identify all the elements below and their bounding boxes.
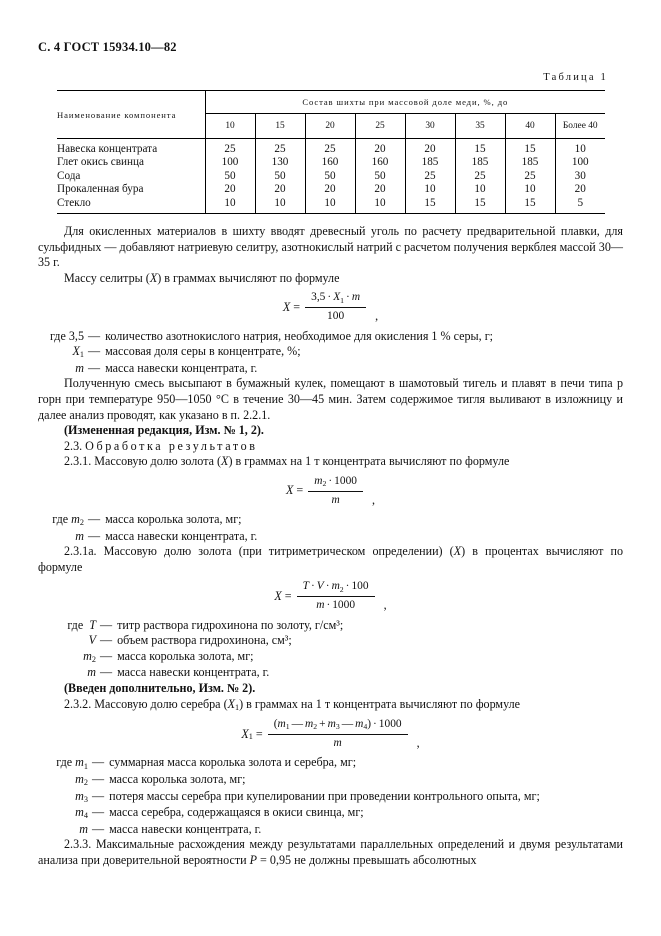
subscript: 3 xyxy=(335,722,340,732)
term-m: m xyxy=(351,291,361,304)
fraction-numerator xyxy=(305,290,366,308)
paren-close: ) xyxy=(367,718,371,731)
definition-lead xyxy=(38,529,84,545)
definition-dash: — xyxy=(88,512,101,527)
operator-plus: + xyxy=(319,718,326,731)
term-constant: 1000 xyxy=(378,718,402,731)
paragraph-oxidized-materials: Для окисленных материалов в шихту вводят древесный уголь по расчету предварительной плавки, для сульфидных — добавляют натриевую селитру, азотнокислый натрий с расчетом получения веркблея массой 30—35 г. xyxy=(38,224,623,270)
definition-dash: — xyxy=(100,633,113,648)
subscript: 2 xyxy=(79,518,84,528)
term-constant: 100 xyxy=(351,580,369,593)
table-row-label: Стекло xyxy=(57,197,205,214)
subscript: 3 xyxy=(83,794,88,804)
term-m3: m xyxy=(327,718,336,731)
paragraph-saltpeter-mass xyxy=(38,271,623,287)
definition-item xyxy=(38,618,623,634)
term-m: m xyxy=(316,599,325,612)
table-cell: 10 xyxy=(405,183,455,196)
text-fragment: ) в граммах на 1 т концентрата вычисляют по формуле xyxy=(239,696,521,711)
definition-dash: — xyxy=(88,328,101,343)
subscript: 1 xyxy=(234,702,240,712)
definition-item xyxy=(38,361,623,377)
definition-symbol: m xyxy=(75,788,84,803)
formula-lhs: X xyxy=(274,588,282,603)
table-cell: 20 xyxy=(255,183,305,196)
table-element xyxy=(57,90,605,214)
running-head: С. 4 ГОСТ 15934.10—82 xyxy=(38,40,177,54)
table-cell: 15 xyxy=(455,197,505,214)
table-row-label: Навеска концентрата xyxy=(57,143,158,155)
table-row xyxy=(57,197,605,214)
text-fragment: ) в процентах вычисляют по формуле xyxy=(38,544,624,574)
multiplication-dot: · xyxy=(325,580,330,593)
definition-item xyxy=(38,755,623,772)
paren-open: ( xyxy=(273,718,278,731)
fraction-denominator: 100 xyxy=(327,309,345,322)
definition-text: масса серебра, содержащаяся в окиси свинца, мг; xyxy=(109,805,364,820)
multiplication-dot: · xyxy=(327,291,332,304)
definition-lead xyxy=(38,755,88,772)
definition-item xyxy=(38,512,623,529)
section-number: 2.3. xyxy=(64,438,83,453)
lead-word: где xyxy=(67,617,84,632)
definition-item xyxy=(38,805,623,822)
formula-silver-mass-fraction xyxy=(38,713,623,755)
term-constant: 1000 xyxy=(332,599,356,612)
formula-lhs: X xyxy=(285,483,294,498)
definition-symbol: m xyxy=(79,821,88,836)
fraction-numerator xyxy=(268,717,408,735)
table-cell: 10 xyxy=(255,197,305,214)
table-cell: 15 xyxy=(505,197,555,214)
table-cell: 100 xyxy=(205,156,255,169)
table-cell: 5 xyxy=(555,197,605,214)
definition-item xyxy=(38,772,623,789)
definition-symbol: 3,5 xyxy=(68,328,84,343)
definition-symbol: X xyxy=(72,344,80,359)
definition-symbol: m xyxy=(75,528,84,543)
table-cell: 20 xyxy=(305,183,355,196)
definition-dash: — xyxy=(92,788,105,803)
table-row xyxy=(57,183,605,196)
table-cell: 20 xyxy=(355,139,405,157)
definition-text: масса навески концентрата, г. xyxy=(117,665,270,680)
definition-item xyxy=(38,789,623,806)
table-header-span: Состав шихты при массовой доле меди, %, до xyxy=(205,91,605,114)
multiplication-dot: · xyxy=(346,291,350,304)
definition-dash: — xyxy=(92,805,105,820)
definition-dash: — xyxy=(100,617,113,632)
definition-lead xyxy=(38,789,88,806)
text-fragment: 2.3.3. Максимальные расхождения между результатами параллельных определений и двумя результатами анализа при доверительной вероятности xyxy=(38,837,623,867)
formula-equals: = xyxy=(293,299,301,314)
definition-text: объем раствора гидрохинона, см³; xyxy=(117,633,292,648)
definition-lead xyxy=(38,329,84,345)
table-row-label: Прокаленная бура xyxy=(57,183,144,196)
definition-symbol: V xyxy=(88,633,96,648)
table-cell: 10 xyxy=(305,197,355,214)
subscript: 2 xyxy=(91,655,96,665)
formula-equals: = xyxy=(296,483,304,498)
definition-item xyxy=(38,344,623,361)
table-row xyxy=(57,139,605,157)
definition-text: суммарная масса королька золота и серебра, мг; xyxy=(109,755,357,770)
definition-text: массовая доля серы в концентрате, %; xyxy=(105,344,301,359)
fraction-numerator xyxy=(308,474,363,492)
definition-item xyxy=(38,329,623,345)
table-cell: 160 xyxy=(305,156,355,169)
definition-text: масса королька золота, мг; xyxy=(109,772,246,786)
table-row xyxy=(57,156,605,169)
definition-symbol: m xyxy=(75,805,84,820)
definition-item xyxy=(38,665,623,681)
paragraph-mixture-melting: Полученную смесь высыпают в бумажный кулек, помещают в шамотовый тигель и плавят в печи типа р горн при температуре 950—1050 °С в течение 30—45 мин. Затем содержимое тигля выливают в изложницу и далее анализ проводят, как указано в п. 2.2.1. xyxy=(38,376,623,422)
table-cell: 25 xyxy=(505,170,555,183)
term-x1: X xyxy=(333,291,341,304)
fraction xyxy=(305,290,366,324)
symbol-p: P xyxy=(249,852,258,867)
table-cell: 20 xyxy=(205,183,255,196)
table-cell: 185 xyxy=(405,156,455,169)
table-cell: 10 xyxy=(205,197,255,214)
definition-symbol: m xyxy=(83,648,92,663)
definition-item xyxy=(38,529,623,545)
text-fragment: 2.3.1. Массовую долю золота ( xyxy=(64,454,222,469)
definition-dash: — xyxy=(100,648,113,663)
formula-trailing-comma: , xyxy=(371,492,376,507)
table-col-header: 25 xyxy=(355,114,405,139)
table-cell: 20 xyxy=(555,183,605,196)
table-col-header: 10 xyxy=(205,114,255,139)
table-cell: 100 xyxy=(555,156,605,169)
fraction xyxy=(268,717,408,751)
table-cell: 25 xyxy=(205,139,255,157)
formula-lhs: X xyxy=(282,299,291,314)
definition-text: масса навески концентрата, г. xyxy=(105,528,258,543)
definition-symbol: m xyxy=(71,512,80,527)
table-caption: Таблица 1 xyxy=(543,72,608,83)
multiplication-dot: · xyxy=(345,580,350,593)
term-m2: m xyxy=(314,474,323,487)
table-header-name: Наименование компонента xyxy=(57,91,205,139)
definition-dash: — xyxy=(100,665,113,680)
table-row xyxy=(57,170,605,183)
definition-lead xyxy=(38,665,96,681)
definition-symbol: m xyxy=(75,360,84,375)
lead-word: где xyxy=(49,328,66,343)
definition-text: масса навески концентрата, г. xyxy=(109,821,262,836)
definition-dash: — xyxy=(88,344,101,359)
subscript: 1 xyxy=(248,732,253,742)
definition-lead xyxy=(38,344,84,361)
fraction xyxy=(297,579,375,613)
formula-saltpeter-mass xyxy=(38,286,623,328)
term-m4: m xyxy=(355,718,364,731)
subscript: 2 xyxy=(83,778,88,788)
table-cell: 50 xyxy=(305,170,355,183)
definition-text: масса королька золота, мг; xyxy=(105,512,242,527)
formula-equals: = xyxy=(255,726,263,741)
fraction-denominator xyxy=(297,597,375,614)
fraction-denominator: m xyxy=(333,736,342,749)
definition-text: титр раствора гидрохинона по золоту, г/см³; xyxy=(117,617,344,632)
table-cell: 185 xyxy=(505,156,555,169)
formula-gold-mass-fraction xyxy=(38,470,623,512)
definitions-titrimetric xyxy=(38,618,623,681)
subscript: 2 xyxy=(322,479,327,489)
table-cell: 50 xyxy=(255,170,305,183)
formula-trailing-comma: , xyxy=(416,735,420,750)
table-header-row-top xyxy=(57,91,605,114)
table-col-header: 15 xyxy=(255,114,305,139)
section-title: Обработка результатов xyxy=(85,438,258,453)
subscript: 2 xyxy=(313,722,318,732)
text-fragment: 2.3.1а. Массовую долю золота (при титриметрическом определении) ( xyxy=(64,544,454,559)
definitions-silver xyxy=(38,755,623,837)
table-body xyxy=(57,139,605,214)
definition-text: масса навески концентрата, г. xyxy=(105,360,258,375)
definition-lead xyxy=(38,633,96,649)
table-cell: 25 xyxy=(405,170,455,183)
fraction-numerator xyxy=(297,579,375,597)
operator-minus: — xyxy=(291,718,304,731)
fraction xyxy=(308,474,363,508)
definition-text: количество азотнокислого натрия, необходимое для окисления 1 % серы, г; xyxy=(105,328,494,343)
term-constant: 1000 xyxy=(334,474,357,487)
table-cell: 130 xyxy=(255,156,305,169)
subscript: 4 xyxy=(363,722,368,732)
definition-lead xyxy=(38,822,88,838)
charge-composition-table xyxy=(57,90,605,214)
table-cell: 20 xyxy=(405,139,455,157)
table-col-header: 35 xyxy=(455,114,505,139)
definition-item xyxy=(38,633,623,649)
table-cell: 185 xyxy=(455,156,505,169)
term-T: T xyxy=(302,580,309,593)
definitions-saltpeter xyxy=(38,329,623,377)
definition-symbol: T xyxy=(89,617,96,632)
paragraph-2-3-1 xyxy=(38,454,623,470)
symbol-x1: X xyxy=(227,696,235,711)
definition-symbol: m xyxy=(75,772,84,786)
definition-lead xyxy=(38,361,84,377)
definition-dash: — xyxy=(92,755,105,770)
definition-lead xyxy=(38,805,88,822)
table-cell: 30 xyxy=(555,170,605,183)
formula-trailing-comma: , xyxy=(375,308,379,323)
fraction-denominator: m xyxy=(331,493,340,506)
document-body xyxy=(38,224,623,869)
subscript: 2 xyxy=(339,584,344,594)
definition-lead xyxy=(38,772,88,789)
table-cell: 10 xyxy=(505,183,555,196)
definition-text: потеря массы серебра при купелировании при проведении контрольного опыта, мг; xyxy=(109,788,540,803)
symbol-x: X xyxy=(453,544,462,559)
definition-dash: — xyxy=(92,821,105,836)
table-col-header: 20 xyxy=(305,114,355,139)
table-cell: 15 xyxy=(455,139,505,157)
text-fragment: ) в граммах вычисляют по формуле xyxy=(157,270,340,285)
multiplication-dot: · xyxy=(326,599,331,612)
term-V: V xyxy=(316,580,324,593)
definition-lead xyxy=(38,649,96,666)
symbol-x: X xyxy=(221,454,229,469)
term-m2: m xyxy=(331,580,340,593)
table-cell: 25 xyxy=(455,170,505,183)
table-cell: 25 xyxy=(255,139,305,157)
table-cell: 25 xyxy=(305,139,355,157)
formula-trailing-comma: , xyxy=(383,598,387,613)
table-cell: 10 xyxy=(355,197,405,214)
term-m1: m xyxy=(277,718,286,731)
table-cell: 20 xyxy=(355,183,405,196)
table-cell: 10 xyxy=(555,139,605,157)
text-fragment: 2.3.2. Массовую долю серебра ( xyxy=(64,696,228,711)
paragraph-2-3-3 xyxy=(38,837,623,868)
definition-dash: — xyxy=(88,360,101,375)
definition-text: масса королька золота, мг; xyxy=(117,648,254,663)
definition-dash: — xyxy=(88,528,101,543)
table-cell: 50 xyxy=(355,170,405,183)
definition-item xyxy=(38,649,623,666)
subscript: 4 xyxy=(83,811,88,821)
table-cell: 10 xyxy=(455,183,505,196)
definition-symbol: m xyxy=(75,755,84,770)
definitions-gold xyxy=(38,512,623,544)
table-cell: 15 xyxy=(405,197,455,214)
formula-equals: = xyxy=(284,588,292,603)
formula-lhs: X xyxy=(241,726,249,741)
subscript: 1 xyxy=(83,761,88,771)
paragraph-2-3-1a xyxy=(38,544,623,575)
multiplication-dot: · xyxy=(328,474,333,487)
term-m2: m xyxy=(305,718,314,731)
table-col-header: 40 xyxy=(505,114,555,139)
subscript: 1 xyxy=(79,350,84,360)
definition-lead xyxy=(38,512,84,529)
table-col-header: Более 40 xyxy=(555,114,605,139)
operator-minus: — xyxy=(341,718,354,731)
subscript: 1 xyxy=(340,295,345,305)
table-cell: 160 xyxy=(355,156,405,169)
multiplication-dot: · xyxy=(311,580,315,593)
subscript: 1 xyxy=(285,722,290,732)
section-heading-2-3 xyxy=(38,439,623,455)
lead-word: где xyxy=(52,512,69,527)
text-fragment: = 0,95 не должны превышать абсолютных xyxy=(257,852,477,867)
table-cell: 15 xyxy=(505,139,555,157)
definition-item xyxy=(38,822,623,838)
definition-symbol: m xyxy=(87,665,96,680)
lead-word: где xyxy=(56,755,73,770)
table-cell: 50 xyxy=(205,170,255,183)
table-row-label: Глет окись свинца xyxy=(57,156,144,169)
text-fragment: Массу селитры ( xyxy=(64,270,150,285)
text-fragment: ) в граммах на 1 т концентрата вычисляют по формуле xyxy=(228,454,510,469)
table-row-label: Сода xyxy=(57,169,81,182)
symbol-x: X xyxy=(149,270,158,285)
formula-gold-titrimetric xyxy=(38,575,623,617)
table-head xyxy=(57,91,605,139)
paragraph-added-additionally: (Введен дополнительно, Изм. № 2). xyxy=(64,681,256,696)
definition-lead xyxy=(38,618,96,634)
table-col-header: 30 xyxy=(405,114,455,139)
definition-dash: — xyxy=(92,772,105,786)
multiplication-dot: · xyxy=(373,718,377,731)
paragraph-changed-edition: (Измененная редакция, Изм. № 1, 2). xyxy=(64,423,264,438)
term-constant: 3,5 xyxy=(311,291,326,304)
paragraph-2-3-2 xyxy=(38,697,623,714)
